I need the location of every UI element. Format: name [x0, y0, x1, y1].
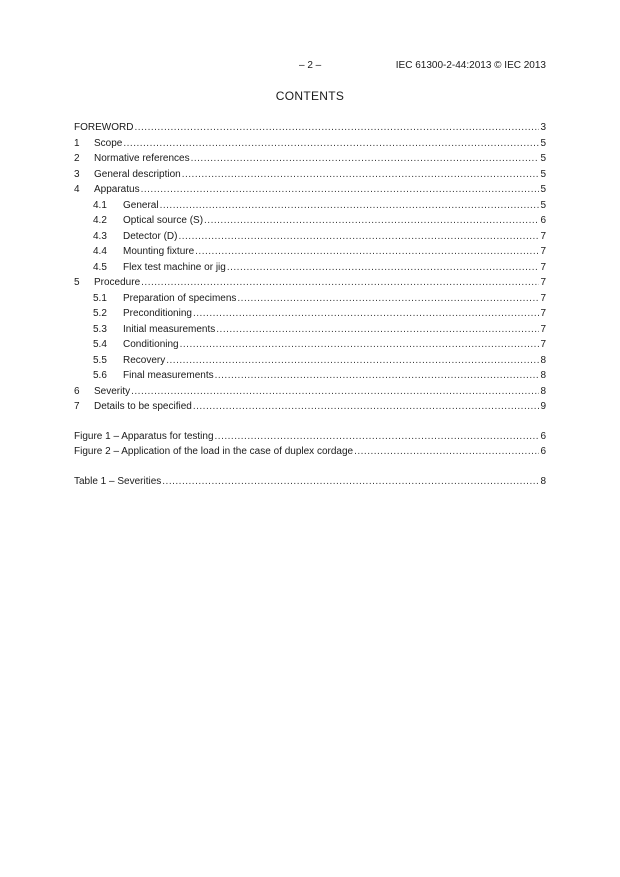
- dot-leader: [195, 246, 539, 257]
- dot-leader: [134, 122, 539, 133]
- dot-leader: [216, 324, 539, 335]
- dot-leader: [191, 153, 540, 164]
- toc-entry-scope[interactable]: [74, 138, 546, 154]
- toc-entry-page: 7: [540, 277, 546, 288]
- toc-entry-page: 7: [540, 246, 546, 257]
- toc-entry-title: Normative references: [94, 153, 190, 164]
- toc-entry-title: Details to be specified: [94, 401, 192, 412]
- toc-entry-title: Table 1 – Severities: [74, 475, 162, 487]
- toc-entry-4-3-detector[interactable]: [74, 231, 546, 247]
- dot-leader: [227, 262, 540, 273]
- toc-entry-title: Preconditioning: [123, 308, 192, 319]
- toc-entry-page: 7: [540, 292, 546, 304]
- dot-leader: [204, 215, 539, 226]
- toc-entry-title: General: [123, 199, 159, 211]
- dot-leader: [354, 446, 539, 457]
- dot-leader: [193, 308, 540, 319]
- toc-entry-number: 3: [74, 168, 80, 180]
- toc-entry-foreword[interactable]: [74, 122, 546, 138]
- dot-leader: [237, 293, 539, 304]
- toc-entry-table-1[interactable]: [74, 476, 546, 492]
- table-of-contents: [74, 122, 546, 491]
- toc-entry-normative-references[interactable]: [74, 153, 546, 169]
- toc-entry-page: 5: [540, 137, 546, 149]
- dot-leader: [215, 370, 540, 381]
- toc-entry-page: 8: [540, 370, 546, 381]
- toc-entry-page: 5: [540, 168, 546, 180]
- toc-entry-page: 7: [540, 339, 546, 350]
- toc-entry-page: 7: [540, 230, 546, 242]
- toc-entry-title: Conditioning: [123, 339, 179, 350]
- toc-entry-5-2-preconditioning[interactable]: [74, 308, 546, 324]
- toc-entry-page: 6: [540, 446, 546, 457]
- toc-entry-page: 3: [540, 122, 546, 133]
- document-id: IEC 61300-2-44:2013 © IEC 2013: [395, 60, 546, 71]
- toc-entry-title: Detector (D): [123, 230, 178, 242]
- section-gap: [74, 462, 546, 476]
- toc-entry-page: 5: [540, 199, 546, 211]
- toc-entry-4-1-general[interactable]: [74, 200, 546, 216]
- toc-entry-title: Optical source (S): [123, 215, 204, 226]
- toc-entry-apparatus[interactable]: [74, 184, 546, 200]
- toc-entry-4-5-flex-test-machine[interactable]: [74, 262, 546, 278]
- dot-leader: [160, 200, 540, 211]
- toc-entry-number: 5.4: [93, 339, 107, 350]
- toc-entry-details-to-be-specified[interactable]: [74, 401, 546, 417]
- toc-entry-title: Figure 2 – Application of the load in the case of duplex cordage: [74, 446, 354, 457]
- toc-entry-page: 7: [540, 323, 546, 335]
- toc-entry-5-3-initial-measurements[interactable]: [74, 324, 546, 340]
- toc-entry-title: General description: [94, 168, 181, 180]
- toc-entry-procedure[interactable]: [74, 277, 546, 293]
- toc-entry-number: 2: [74, 153, 80, 164]
- dot-leader: [141, 184, 540, 195]
- toc-entry-number: 4.4: [93, 246, 107, 257]
- toc-entry-5-4-conditioning[interactable]: [74, 339, 546, 355]
- toc-entry-severity[interactable]: [74, 386, 546, 402]
- toc-entry-5-1-preparation[interactable]: [74, 293, 546, 309]
- toc-entry-page: 5: [540, 153, 546, 164]
- toc-entry-number: 5.1: [93, 292, 107, 304]
- contents-title: CONTENTS: [275, 89, 345, 103]
- dot-leader: [131, 386, 539, 397]
- toc-entry-figure-1[interactable]: [74, 431, 546, 447]
- toc-entry-page: 8: [540, 385, 546, 397]
- dot-leader: [123, 138, 539, 149]
- toc-entry-figure-2[interactable]: [74, 446, 546, 462]
- toc-entry-number: 6: [74, 385, 80, 397]
- toc-entry-number: 5.3: [93, 323, 107, 335]
- dot-leader: [166, 355, 539, 366]
- dot-leader: [193, 401, 540, 412]
- toc-entry-title: Initial measurements: [123, 323, 216, 335]
- toc-entry-general-description[interactable]: [74, 169, 546, 185]
- toc-entry-5-6-final-measurements[interactable]: [74, 370, 546, 386]
- dot-leader: [182, 169, 540, 180]
- toc-entry-title: Severity: [94, 385, 131, 397]
- section-gap: [74, 417, 546, 431]
- toc-entry-page: 9: [540, 401, 546, 412]
- dot-leader: [215, 431, 540, 442]
- toc-entry-page: 7: [540, 308, 546, 319]
- page-number: – 2 –: [299, 60, 322, 71]
- toc-entry-4-2-optical-source[interactable]: [74, 215, 546, 231]
- toc-entry-title: Preparation of specimens: [123, 292, 237, 304]
- page-header: [0, 60, 620, 74]
- toc-entry-number: 5: [74, 277, 80, 288]
- toc-entry-title: Final measurements: [123, 370, 214, 381]
- toc-entry-number: 4: [74, 184, 80, 195]
- toc-entry-page: 8: [540, 354, 546, 366]
- toc-entry-number: 5.2: [93, 308, 107, 319]
- toc-entry-title: Flex test machine or jig: [123, 261, 226, 273]
- toc-entry-number: 1: [74, 137, 80, 149]
- toc-entry-page: 8: [540, 475, 546, 487]
- toc-entry-4-4-mounting-fixture[interactable]: [74, 246, 546, 262]
- toc-entry-number: 4.5: [93, 261, 107, 273]
- dot-leader: [141, 277, 539, 288]
- toc-entry-number: 5.6: [93, 370, 107, 381]
- toc-entry-number: 4.2: [93, 215, 107, 226]
- toc-entry-title: Figure 1 – Apparatus for testing: [74, 430, 214, 442]
- dot-leader: [178, 231, 539, 242]
- toc-entry-title: FOREWORD: [74, 122, 134, 133]
- toc-entry-page: 7: [540, 261, 546, 273]
- toc-entry-title: Mounting fixture: [123, 246, 195, 257]
- toc-entry-number: 7: [74, 401, 80, 412]
- toc-entry-number: 4.1: [93, 199, 107, 211]
- toc-entry-number: 4.3: [93, 230, 107, 242]
- toc-entry-page: 6: [540, 430, 546, 442]
- toc-entry-page: 6: [540, 215, 546, 226]
- dot-leader: [180, 339, 540, 350]
- toc-entry-title: Scope: [94, 137, 123, 149]
- toc-entry-number: 5.5: [93, 354, 107, 366]
- toc-entry-title: Apparatus: [94, 184, 140, 195]
- toc-entry-title: Recovery: [123, 354, 166, 366]
- toc-entry-5-5-recovery[interactable]: [74, 355, 546, 371]
- toc-entry-page: 5: [540, 184, 546, 195]
- toc-entry-title: Procedure: [94, 277, 141, 288]
- dot-leader: [162, 476, 539, 487]
